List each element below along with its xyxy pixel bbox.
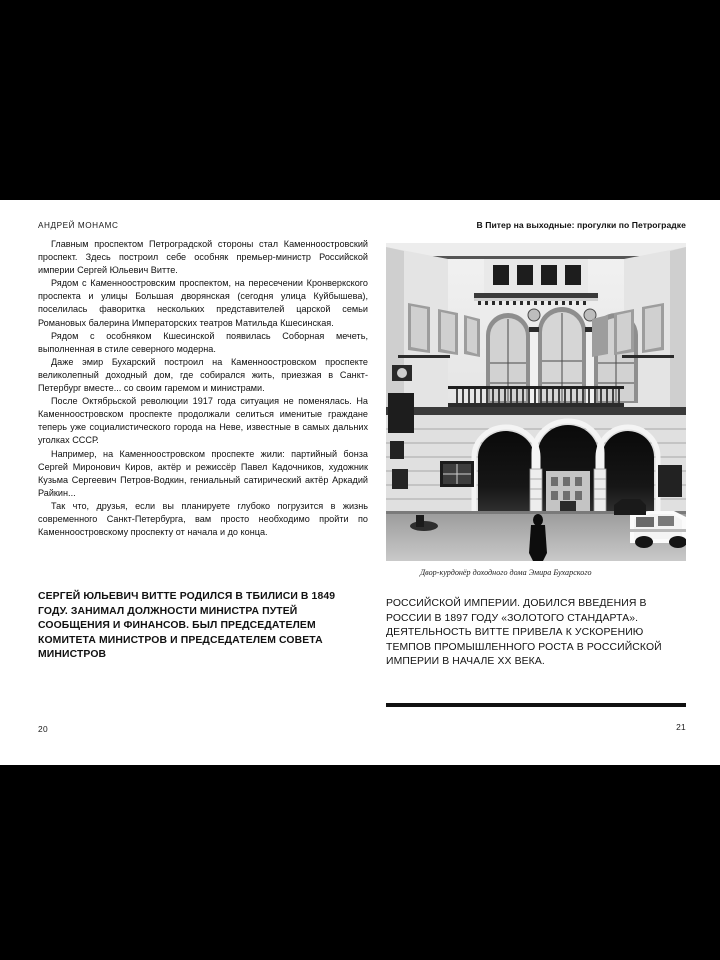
section-rule	[386, 703, 686, 707]
body-paragraph: После Октябрьской революции 1917 года ситуация не поменялась. На Каменноостровском проспекте продолжали селиться именитые граждане теперь уже социалистического города на Неве, известные в самых дальних уголках СССР.	[38, 396, 368, 446]
book-spread	[0, 200, 720, 765]
left-page	[38, 200, 368, 765]
right-page-number: 21	[676, 722, 686, 732]
body-paragraph: Так что, друзья, если вы планируете глубоко погрузится в жизнь современного Санкт-Петербурга, вам просто необходимо пройти по Каменноостровскому проспекту от начала и до конца.	[38, 500, 368, 538]
car-shape	[630, 511, 686, 548]
body-paragraph: Рядом с Каменноостровским проспектом, на пересечении Кронверкского проспекта и улицы Большая дворянская (сегодня улица Куйбышева), поселилась фаворитка нескольких представителей царской семьи Романовых балерина Императорских театров Матильда Кшесинская.	[38, 278, 368, 328]
continuation-quote: РОССИЙСКОЙ ИМПЕРИИ. ДОБИЛСЯ ВВЕДЕНИЯ В РОССИИ В 1897 ГОДУ «ЗОЛОТОГО СТАНДАРТА». ДЕЯТЕЛЬНОСТЬ ВИТТЕ ПРИВЕЛА К УСКОРЕНИЮ ТЕМПОВ ПРОМЫШЛЕННОГО РОСТА В РОССИЙСКОЙ ИМПЕРИИ В НАЧАЛЕ XX ВЕКА.	[386, 598, 662, 668]
body-paragraph: Главным проспектом Петроградской стороны стал Каменноостровский проспект. Здесь построил себе особняк премьер-министр Российской империи Сергей Юльевич Витте.	[38, 239, 368, 276]
right-running-head: В Питер на выходные: прогулки по Петроградке	[476, 220, 686, 230]
courtyard-photo	[386, 243, 686, 561]
photo-caption: Двор-курдонёр доходного дома Эмира Бухарского	[420, 568, 592, 577]
body-paragraph: Рядом с особняком Кшесинской появилась Соборная мечеть, выполненная в стиле северного модерна.	[38, 330, 368, 354]
left-running-head: АНДРЕЙ МОНАМС	[38, 221, 119, 230]
left-body-copy	[38, 238, 368, 539]
body-paragraph: Даже эмир Бухарский построил на Каменноостровском проспекте великолепный доходный дом, где собирался жить, приезжая в Санкт-Петербург вместе... со своим гаремом и министрами.	[38, 356, 368, 394]
right-page	[386, 200, 686, 765]
body-paragraph: Например, на Каменноостровском проспекте жили: партийный бонза Сергей Миронович Киров, актёр и режиссёр Павел Кадочников, художник Кузьма Сергеевич Петров-Водкин, гениальный сатирический актёр Аркадий Райкин...	[38, 448, 368, 498]
left-page-number: 20	[38, 724, 48, 734]
courtyard-photo-graphic	[386, 243, 686, 561]
pull-quote: СЕРГЕЙ ЮЛЬЕВИЧ ВИТТЕ РОДИЛСЯ В ТБИЛИСИ В 1849 ГОДУ. ЗАНИМАЛ ДОЛЖНОСТИ МИНИСТРА ПУТЕЙ СООБЩЕНИЯ И ФИНАНСОВ. БЫЛ ПРЕДСЕДАТЕЛЕМ КОМИТЕТА МИНИСТРОВ И ПРЕДСЕДАТЕЛЕМ СОВЕТА МИНИСТРОВ	[38, 591, 336, 661]
